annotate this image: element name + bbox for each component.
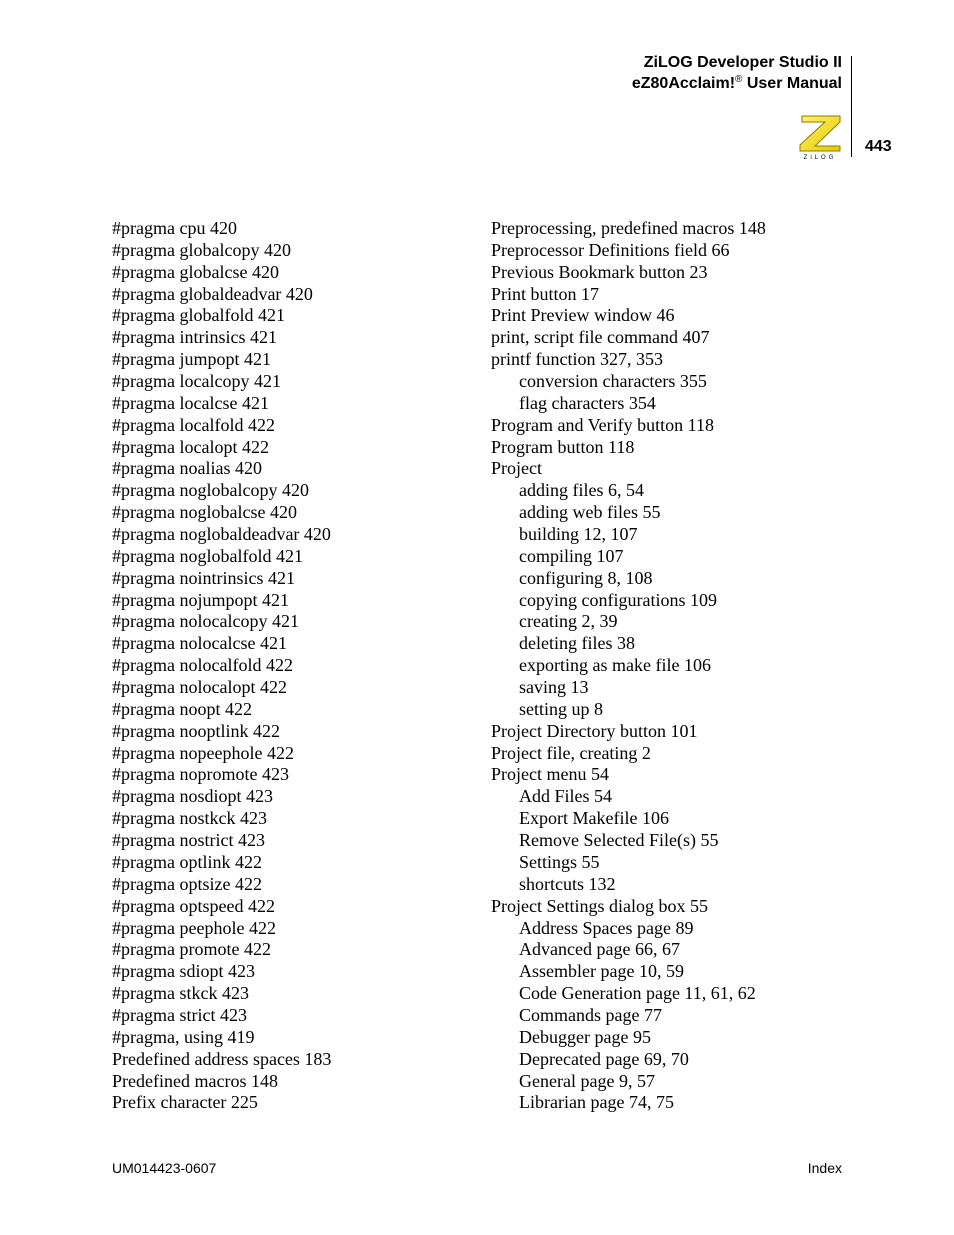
index-subentry: setting up 8 xyxy=(519,698,603,719)
index-entry: Program and Verify button 118 xyxy=(491,414,714,435)
index-entry: #pragma nolocalcopy 421 xyxy=(112,611,299,632)
index-subentry: Settings 55 xyxy=(519,851,600,872)
index-entry: #pragma localcopy 421 xyxy=(112,371,281,392)
index-entry: #pragma globaldeadvar 420 xyxy=(112,283,313,304)
index-entry: #pragma nosdiopt 423 xyxy=(112,786,273,807)
index-entry: #pragma nolocalcse 421 xyxy=(112,633,287,654)
index-entry: #pragma peephole 422 xyxy=(112,917,276,938)
index-entry: #pragma nointrinsics 421 xyxy=(112,567,295,588)
index-subentry: Librarian page 74, 75 xyxy=(519,1092,674,1113)
index-entry: Project Directory button 101 xyxy=(491,720,698,741)
index-subentry: Code Generation page 11, 61, 62 xyxy=(519,983,756,1004)
index-subentry: Export Makefile 106 xyxy=(519,808,669,829)
index-subentry: Add Files 54 xyxy=(519,786,613,807)
zilog-logo-icon xyxy=(795,113,845,161)
index-entry: #pragma optlink 422 xyxy=(112,851,262,872)
index-entry: #pragma nostrict 423 xyxy=(112,830,265,851)
index-subentry: Debugger page 95 xyxy=(519,1026,651,1047)
index-subentry: conversion characters 355 xyxy=(519,371,707,392)
header-divider xyxy=(851,56,852,157)
index-subentry: copying configurations 109 xyxy=(519,589,717,610)
index-entry: #pragma noopt 422 xyxy=(112,698,252,719)
index-entry: Print Preview window 46 xyxy=(491,305,675,326)
index-entry: #pragma nopeephole 422 xyxy=(112,742,294,763)
index-entry: #pragma nooptlink 422 xyxy=(112,720,280,741)
index-subentry: shortcuts 132 xyxy=(519,873,616,894)
index-subentry: adding web files 55 xyxy=(519,502,661,523)
index-subentry: compiling 107 xyxy=(519,545,624,566)
index-entry: #pragma, using 419 xyxy=(112,1026,255,1047)
index-column-left xyxy=(112,218,331,1114)
index-entry: #pragma nolocalopt 422 xyxy=(112,677,287,698)
index-entry: #pragma optspeed 422 xyxy=(112,895,275,916)
index-entry: Preprocessing, predefined macros 148 xyxy=(491,218,766,238)
index-entry: #pragma noglobalcopy 420 xyxy=(112,480,309,501)
index-subentry: flag characters 354 xyxy=(519,392,656,413)
document-id: UM014423-0607 xyxy=(112,1160,217,1176)
index-entry: #pragma jumpopt 421 xyxy=(112,349,271,370)
index-entry: #pragma cpu 420 xyxy=(112,218,237,238)
index-subentry: saving 13 xyxy=(519,677,589,698)
product-title: ZiLOG Developer Studio II xyxy=(643,54,842,71)
index-entry: Project file, creating 2 xyxy=(491,742,651,763)
index-column-right xyxy=(491,218,766,1114)
manual-title: eZ80Acclaim!® User Manual xyxy=(631,74,842,92)
index-entry: #pragma nostkck 423 xyxy=(112,808,267,829)
index-subentry: creating 2, 39 xyxy=(519,611,618,632)
section-name: Index xyxy=(807,1160,842,1176)
index-subentry: Deprecated page 69, 70 xyxy=(519,1048,689,1069)
index-entry: printf function 327, 353 xyxy=(491,349,663,370)
index-entry: #pragma globalcse 420 xyxy=(112,261,279,282)
index-entry: #pragma strict 423 xyxy=(112,1004,247,1025)
index-subentry: Assembler page 10, 59 xyxy=(519,961,684,982)
index-entry: #pragma nolocalfold 422 xyxy=(112,655,293,676)
index-subentry: configuring 8, 108 xyxy=(519,567,653,588)
index-entry: #pragma nopromote 423 xyxy=(112,764,289,785)
index-entry: #pragma noglobalfold 421 xyxy=(112,545,303,566)
index-entry: Preprocessor Definitions field 66 xyxy=(491,239,730,260)
index-entry: #pragma promote 422 xyxy=(112,939,271,960)
index-entry: Prefix character 225 xyxy=(112,1092,258,1113)
index-entry: #pragma localcse 421 xyxy=(112,392,269,413)
index-subentry: building 12, 107 xyxy=(519,524,638,545)
index-entry: Project menu 54 xyxy=(491,764,609,785)
index-entry: Print button 17 xyxy=(491,283,600,304)
document-header xyxy=(632,52,842,94)
index-entry: Project xyxy=(491,458,542,479)
index-subentry: deleting files 38 xyxy=(519,633,635,654)
index-entry: #pragma localopt 422 xyxy=(112,436,269,457)
index-entry: #pragma globalcopy 420 xyxy=(112,239,291,260)
index-entry: #pragma noalias 420 xyxy=(112,458,262,479)
index-entry: Program button 118 xyxy=(491,436,635,457)
index-entry: Previous Bookmark button 23 xyxy=(491,261,708,282)
index-entry: #pragma noglobalcse 420 xyxy=(112,502,297,523)
index-entry: Predefined address spaces 183 xyxy=(112,1048,332,1069)
index-subentry: Address Spaces page 89 xyxy=(519,917,694,938)
index-subentry: adding files 6, 54 xyxy=(519,480,644,501)
index-entry: #pragma globalfold 421 xyxy=(112,305,285,326)
index-subentry: exporting as make file 106 xyxy=(519,655,711,676)
index-entry: #pragma nojumpopt 421 xyxy=(112,589,289,610)
page-number: 443 xyxy=(865,138,892,155)
index-entry: print, script file command 407 xyxy=(491,327,710,348)
index-subentry: Remove Selected File(s) 55 xyxy=(519,830,719,851)
index-entry: Project Settings dialog box 55 xyxy=(491,895,708,916)
index-entry: #pragma noglobaldeadvar 420 xyxy=(112,524,331,545)
index-subentry: General page 9, 57 xyxy=(519,1070,655,1091)
index-entry: #pragma intrinsics 421 xyxy=(112,327,277,348)
index-entry: #pragma optsize 422 xyxy=(112,873,262,894)
index-entry: Predefined macros 148 xyxy=(112,1070,278,1091)
index-entry: #pragma stkck 423 xyxy=(112,983,249,1004)
index-subentry: Advanced page 66, 67 xyxy=(519,939,680,960)
logo-wordmark: ZiLOG xyxy=(803,155,837,161)
index-entry: #pragma sdiopt 423 xyxy=(112,961,255,982)
index-subentry: Commands page 77 xyxy=(519,1004,662,1025)
index-entry: #pragma localfold 422 xyxy=(112,414,275,435)
